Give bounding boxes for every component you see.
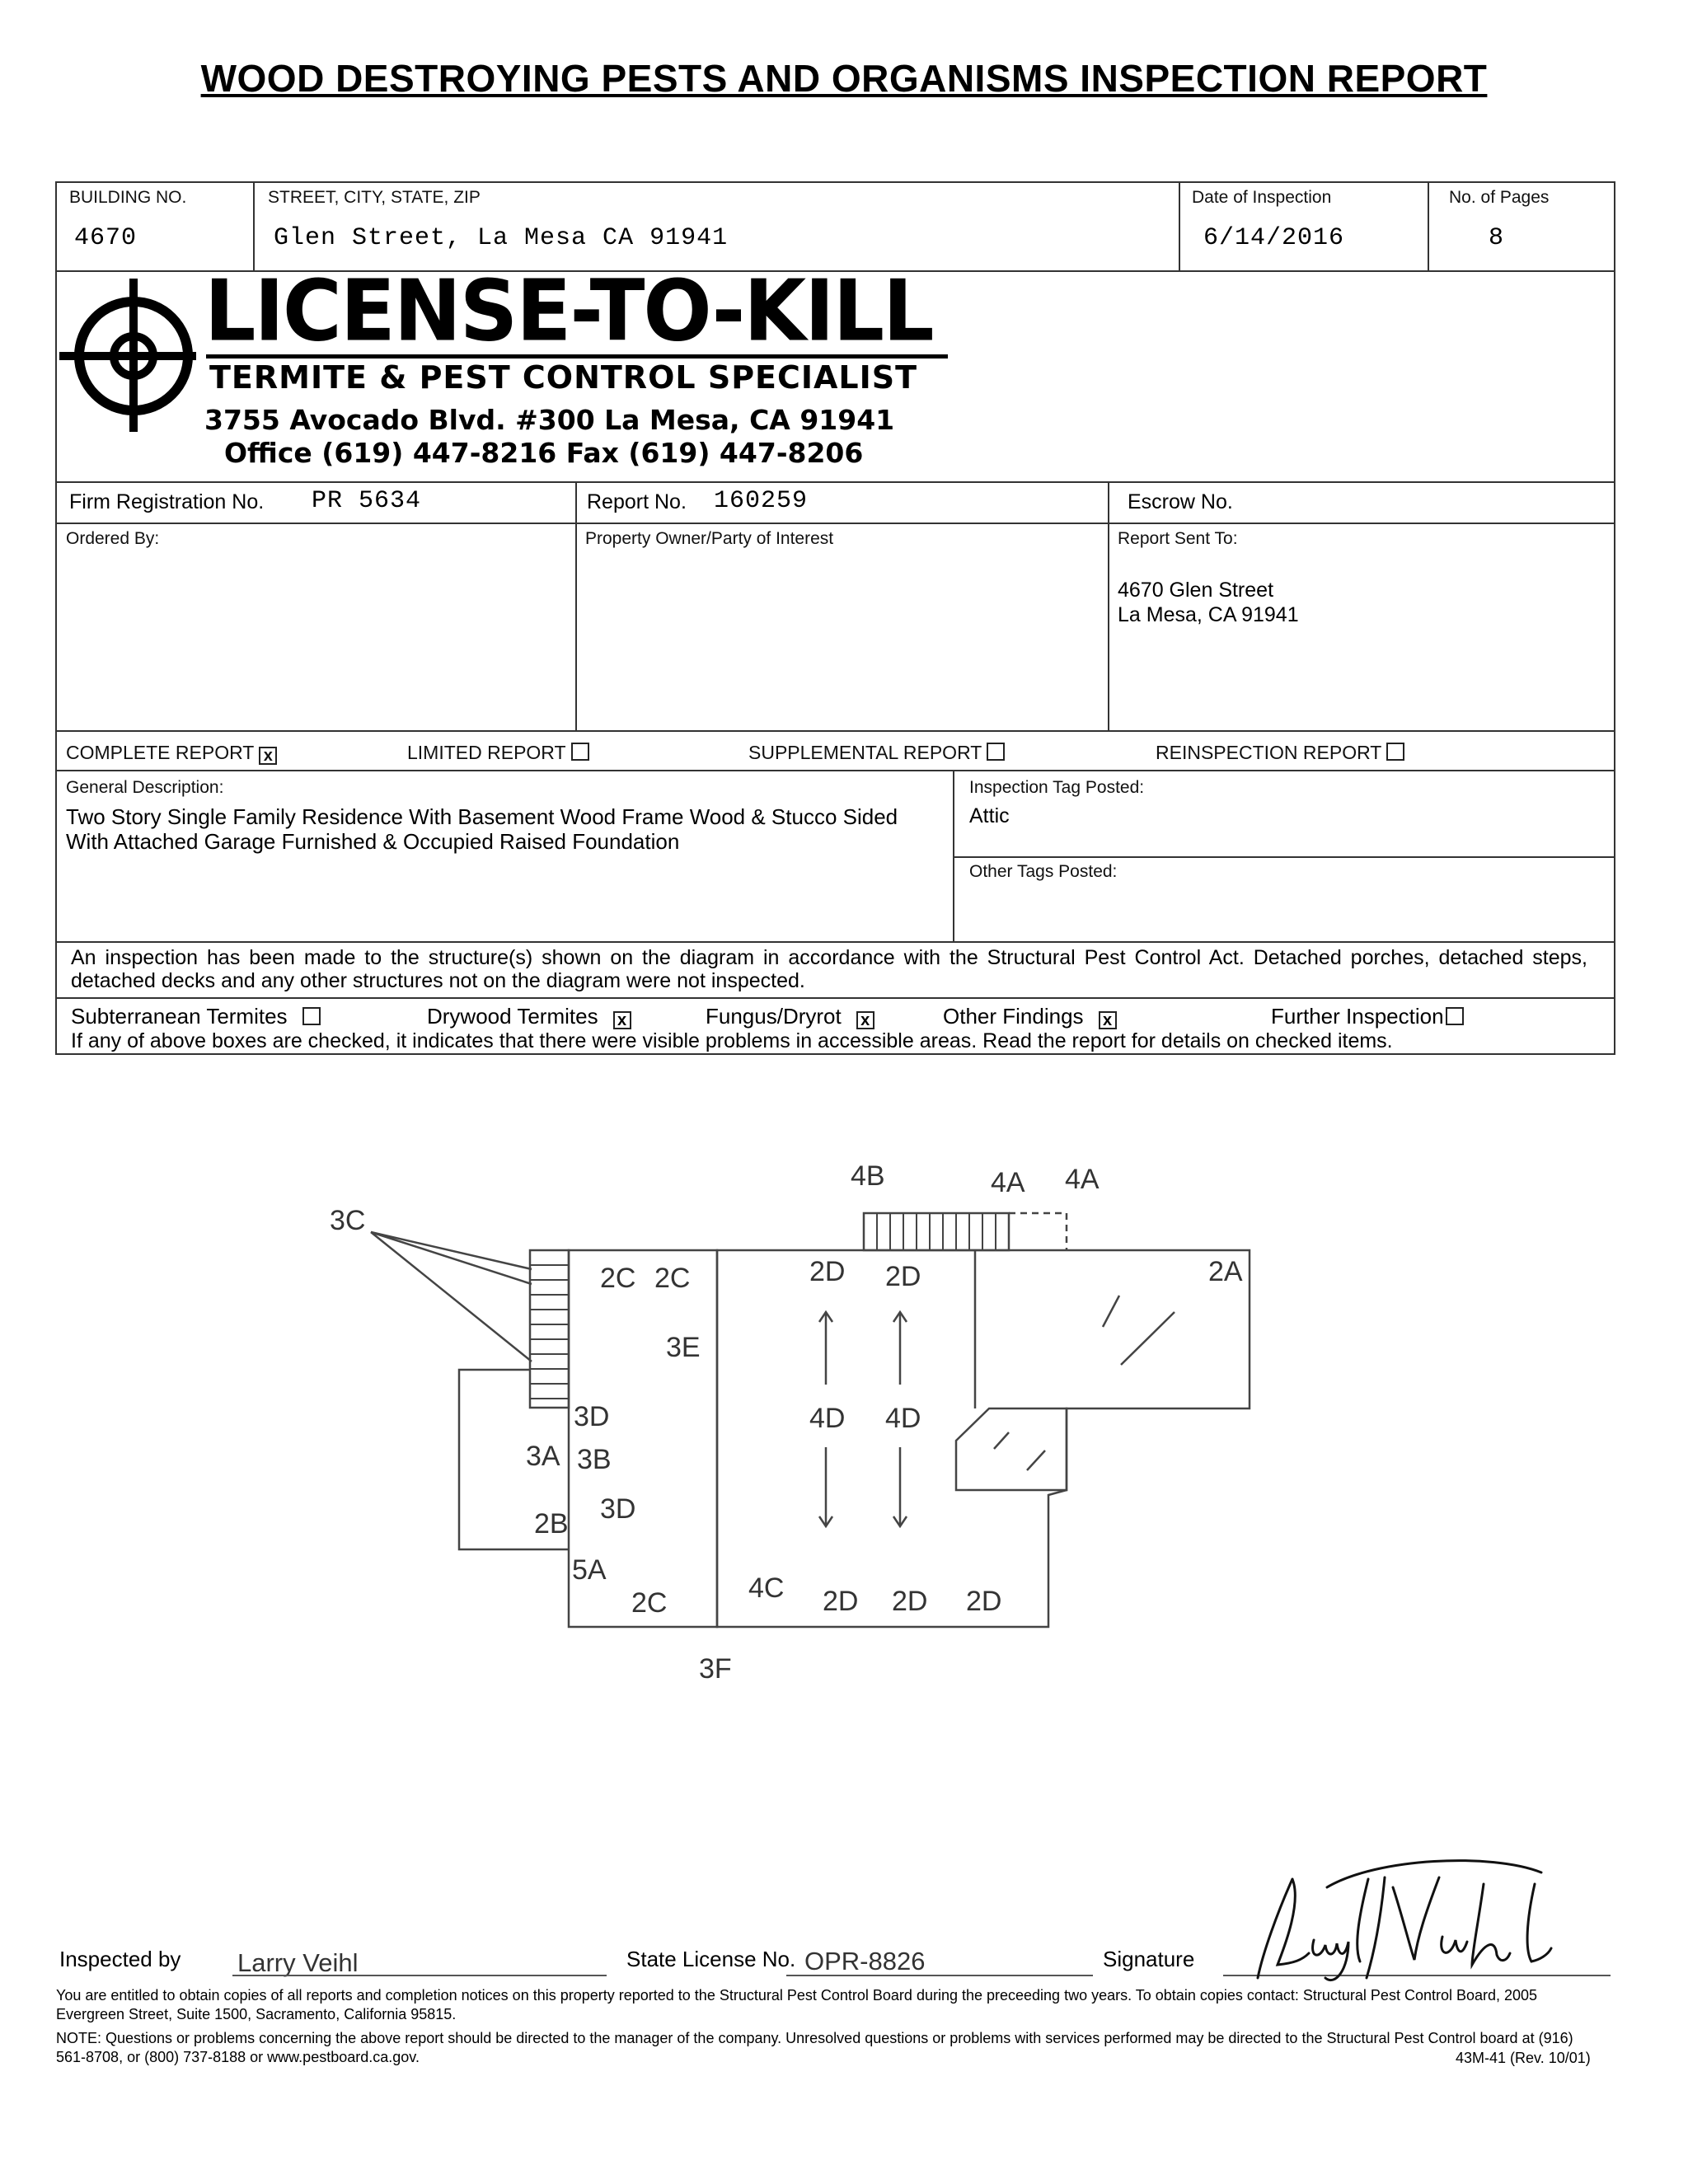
inspected-by-value: Larry Veihl xyxy=(237,1948,359,1977)
fungus-checkbox[interactable]: x xyxy=(856,1011,874,1029)
firm-registration-label: Firm Registration No. xyxy=(69,490,265,513)
diagram-label-3c: 3C xyxy=(330,1205,366,1236)
sent-to-address-line1: 4670 Glen Street xyxy=(1118,579,1274,602)
report-title: WOOD DESTROYING PESTS AND ORGANISMS INSPECTION REPORT xyxy=(200,57,1488,100)
other-findings-label: Other Findings xyxy=(943,1004,1084,1029)
diagram-label-3d: 3D xyxy=(574,1401,610,1432)
subterranean-label: Subterranean Termites xyxy=(71,1004,288,1029)
diagram-label-3f: 3F xyxy=(699,1653,732,1685)
building-label: BUILDING NO. xyxy=(69,188,187,207)
copies-notice: You are entitled to obtain copies of all reports and completion notices on this property reported to the Structural Pest Control Board during the preceeding two years. To obtain copies contact: Structural Pest Control Board, 2005 Evergreen Street, Suite 1500, Sacramento, California 95815. xyxy=(56,1987,1538,2022)
property-owner-label: Property Owner/Party of Interest xyxy=(585,529,834,548)
date-value: 6/14/2016 xyxy=(1203,224,1345,252)
other-tags-label: Other Tags Posted: xyxy=(969,862,1118,881)
questions-note: NOTE: Questions or problems concerning the above report should be directed to the manager of the company. Unresolved questions or problems with services performed may be directed to the Structural Pest Control board at (916) 561-8708, or (800) 737-8188 or www.pestboard.ca.gov. xyxy=(56,2030,1573,2065)
findings-note: If any of above boxes are checked, it indicates that there were visible problems in accessible areas. Read the report for details on checked items. xyxy=(71,1029,1393,1052)
inspection-tag-value: Attic xyxy=(969,804,1010,827)
escrow-label: Escrow No. xyxy=(1128,490,1233,513)
diagram-label-4b: 4B xyxy=(851,1160,885,1192)
report-sent-to-label: Report Sent To: xyxy=(1118,529,1238,548)
diagram-label-4c: 4C xyxy=(748,1572,785,1604)
reinspection-report-label: REINSPECTION REPORT xyxy=(1156,742,1382,763)
diagram-label-3a: 3A xyxy=(526,1441,560,1472)
state-license-label: State License No. xyxy=(626,1947,796,1971)
diagram-label-2c: 2C xyxy=(600,1263,636,1294)
firm-registration-value: PR 5634 xyxy=(312,487,422,515)
diagram-label-3b: 3B xyxy=(577,1444,612,1475)
diagram-label-4d: 4D xyxy=(809,1403,846,1434)
inspection-statement: An inspection has been made to the structure(s) shown on the diagram in accordance with the Structural Pest Control Act. Detached porches, detached steps, detached decks and any other structures not on the diagram were not inspected. xyxy=(71,946,1587,992)
diagram-label-2d: 2D xyxy=(823,1586,859,1617)
diagram-label-2c: 2C xyxy=(631,1587,668,1619)
complete-report-label: COMPLETE REPORT xyxy=(66,742,255,763)
report-number-value: 160259 xyxy=(714,487,809,515)
sent-to-address-line2: La Mesa, CA 91941 xyxy=(1118,603,1299,626)
date-label: Date of Inspection xyxy=(1192,188,1332,207)
street-label: STREET, CITY, STATE, ZIP xyxy=(268,188,481,207)
signature-image xyxy=(1245,1854,1566,1994)
general-description-text: Two Story Single Family Residence With Basement Wood Frame Wood & Stucco Sided With Attached Garage Furnished & Occupied Raised Foundation xyxy=(66,804,898,854)
signature-label: Signature xyxy=(1103,1947,1195,1971)
drywood-label: Drywood Termites xyxy=(427,1004,598,1029)
diagram-label-5a: 5A xyxy=(572,1554,607,1586)
diagram-label-2c: 2C xyxy=(654,1263,691,1294)
building-value: 4670 xyxy=(74,224,138,252)
diagram-label-2a: 2A xyxy=(1208,1256,1243,1287)
further-inspection-label: Further Inspection xyxy=(1271,1004,1444,1029)
fungus-label: Fungus/Dryrot xyxy=(706,1004,842,1029)
drywood-checkbox[interactable]: x xyxy=(613,1011,631,1029)
diagram-label-2d: 2D xyxy=(966,1586,1002,1617)
inspection-tag-label: Inspection Tag Posted: xyxy=(969,778,1145,797)
supplemental-report-label: SUPPLEMENTAL REPORT xyxy=(748,742,982,763)
diagram-label-4a: 4A xyxy=(991,1167,1025,1198)
diagram-label-2d: 2D xyxy=(892,1586,928,1617)
diagram-label-2b: 2B xyxy=(534,1508,569,1540)
diagram-label-4a: 4A xyxy=(1065,1164,1100,1195)
company-name: LICENSE-TO-KILL xyxy=(204,262,933,361)
diagram-label-3d: 3D xyxy=(600,1493,636,1525)
company-tagline: TERMITE & PEST CONTROL SPECIALIST xyxy=(209,359,918,396)
pages-value: 8 xyxy=(1489,224,1505,252)
complete-report-checkbox[interactable]: x xyxy=(259,747,277,765)
pages-label: No. of Pages xyxy=(1449,188,1550,207)
diagram-label-2d: 2D xyxy=(809,1256,846,1287)
diagram-label-3e: 3E xyxy=(666,1332,701,1363)
diagram-label-2d: 2D xyxy=(885,1261,921,1292)
limited-report-label: LIMITED REPORT xyxy=(407,742,566,763)
company-address: 3755 Avocado Blvd. #300 La Mesa, CA 91941 xyxy=(204,404,895,436)
inspected-by-label: Inspected by xyxy=(59,1947,181,1971)
state-license-value: OPR-8826 xyxy=(804,1947,926,1975)
report-number-label: Report No. xyxy=(587,490,687,513)
ordered-by-label: Ordered By: xyxy=(66,529,160,548)
form-id: 43M-41 (Rev. 10/01) xyxy=(1456,2050,1591,2066)
other-findings-checkbox[interactable]: x xyxy=(1099,1011,1117,1029)
street-value: Glen Street, La Mesa CA 91941 xyxy=(274,224,729,252)
company-phones: Office (619) 447-8216 Fax (619) 447-8206 xyxy=(224,437,864,469)
general-description-label: General Description: xyxy=(66,778,224,797)
diagram-label-4d: 4D xyxy=(885,1403,921,1434)
